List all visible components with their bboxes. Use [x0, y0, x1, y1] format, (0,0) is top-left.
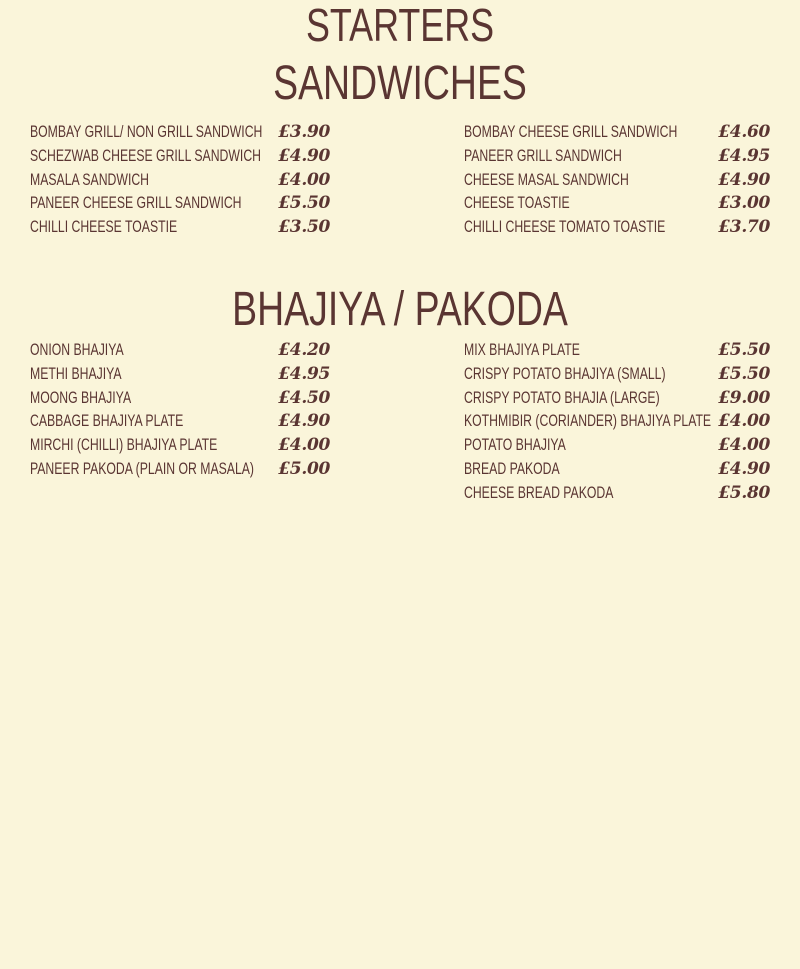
menu-item [464, 410, 770, 434]
menu-item [30, 169, 330, 193]
menu-item-price: £3.00 [718, 193, 770, 214]
menu-item-name: POTATO BHAJIYA [464, 435, 566, 455]
menu-item [30, 145, 330, 169]
menu-item [30, 363, 330, 387]
menu-item-name: SCHEZWAB CHEESE GRILL SANDWICH [30, 145, 262, 165]
menu-item-price: £4.95 [278, 363, 330, 384]
menu-item-price: £4.50 [278, 387, 330, 408]
menu-item-price: £4.90 [278, 411, 330, 432]
sandwiches-right-column [464, 121, 770, 240]
menu-item-name: CHEESE MASAL SANDWICH [464, 169, 629, 189]
menu-item-name: CHEESE BREAD PAKODA [464, 482, 614, 502]
menu-item-name: BREAD PAKODA [464, 458, 560, 478]
menu-item-name: PANEER PAKODA (PLAIN OR MASALA) [30, 458, 255, 478]
menu-item [464, 192, 770, 216]
menu-item [464, 339, 770, 363]
menu-item-price: £9.00 [718, 387, 770, 408]
menu-item-name: BOMBAY CHEESE GRILL SANDWICH [464, 122, 678, 141]
menu-item-name: CRISPY POTATO BHAJIYA (SMALL) [464, 363, 666, 383]
menu-item-price: £4.95 [718, 145, 770, 166]
menu-item-name: METHI BHAJIYA [30, 363, 122, 383]
menu-item-name: BOMBAY GRILL/ NON GRILL SANDWICH [30, 122, 263, 141]
menu-item-price: £4.90 [278, 145, 330, 166]
menu-item [30, 216, 330, 240]
menu-item [464, 387, 770, 411]
menu-item [464, 482, 770, 506]
menu-item-name: MOONG BHAJIYA [30, 387, 132, 407]
menu-item [464, 216, 770, 240]
menu-item [30, 121, 330, 145]
menu-item [30, 387, 330, 411]
menu-item [30, 192, 330, 216]
menu-item-price: £5.50 [718, 340, 770, 360]
menu-item-price: £3.70 [718, 217, 770, 238]
menu-item [30, 339, 330, 363]
menu-item-name: CHILLI CHEESE TOMATO TOASTIE [464, 217, 666, 237]
sandwiches-title: SANDWICHES [273, 57, 527, 110]
menu-item [464, 121, 770, 145]
menu-item-price: £4.60 [718, 122, 770, 142]
menu-item-price: £3.50 [278, 217, 330, 238]
menu-item-price: £4.90 [718, 169, 770, 190]
menu-item-name: CABBAGE BHAJIYA PLATE [30, 411, 184, 431]
menu-item-price: £5.50 [278, 193, 330, 214]
menu-item-price: £4.20 [278, 340, 330, 360]
menu-item-price: £4.00 [278, 435, 330, 456]
menu-item [30, 458, 330, 482]
menu-item-name: CHEESE TOASTIE [464, 193, 570, 213]
menu-item [464, 458, 770, 482]
menu-item-name: ONION BHAJIYA [30, 340, 124, 359]
menu-item-name: MASALA SANDWICH [30, 169, 150, 189]
menu-item-name: MIRCHI (CHILLI) BHAJIYA PLATE [30, 435, 218, 455]
menu-item-price: £3.90 [278, 122, 330, 142]
menu-item [464, 145, 770, 169]
menu-item-price: £4.00 [718, 435, 770, 456]
menu-item-price: £5.80 [718, 482, 770, 503]
menu-item-price: £5.00 [278, 458, 330, 479]
menu-item [30, 434, 330, 458]
menu-item [464, 363, 770, 387]
menu-item-price: £4.00 [278, 169, 330, 190]
menu-item-name: CHILLI CHEESE TOASTIE [30, 217, 178, 237]
menu-item-name: CRISPY POTATO BHAJIA (LARGE) [464, 387, 660, 407]
menu-item-name: KOTHMIBIR (CORIANDER) BHAJIYA PLATE [464, 411, 712, 431]
menu-item [464, 434, 770, 458]
menu-item [30, 410, 330, 434]
menu-item-price: £5.50 [718, 363, 770, 384]
sandwiches-left-column [30, 121, 330, 240]
menu-item-price: £4.90 [718, 458, 770, 479]
bhajiya-left-column [30, 339, 330, 482]
menu-item-name: PANEER CHEESE GRILL SANDWICH [30, 193, 242, 213]
menu-item-name: PANEER GRILL SANDWICH [464, 145, 622, 165]
menu-item-name: MIX BHAJIYA PLATE [464, 340, 580, 359]
bhajiya-pakoda-title: BHAJIYA / PAKODA [232, 283, 568, 336]
menu-item [464, 169, 770, 193]
menu-item-price: £4.00 [718, 411, 770, 432]
bhajiya-right-column [464, 339, 770, 506]
starters-title: STARTERS [305, 0, 495, 51]
